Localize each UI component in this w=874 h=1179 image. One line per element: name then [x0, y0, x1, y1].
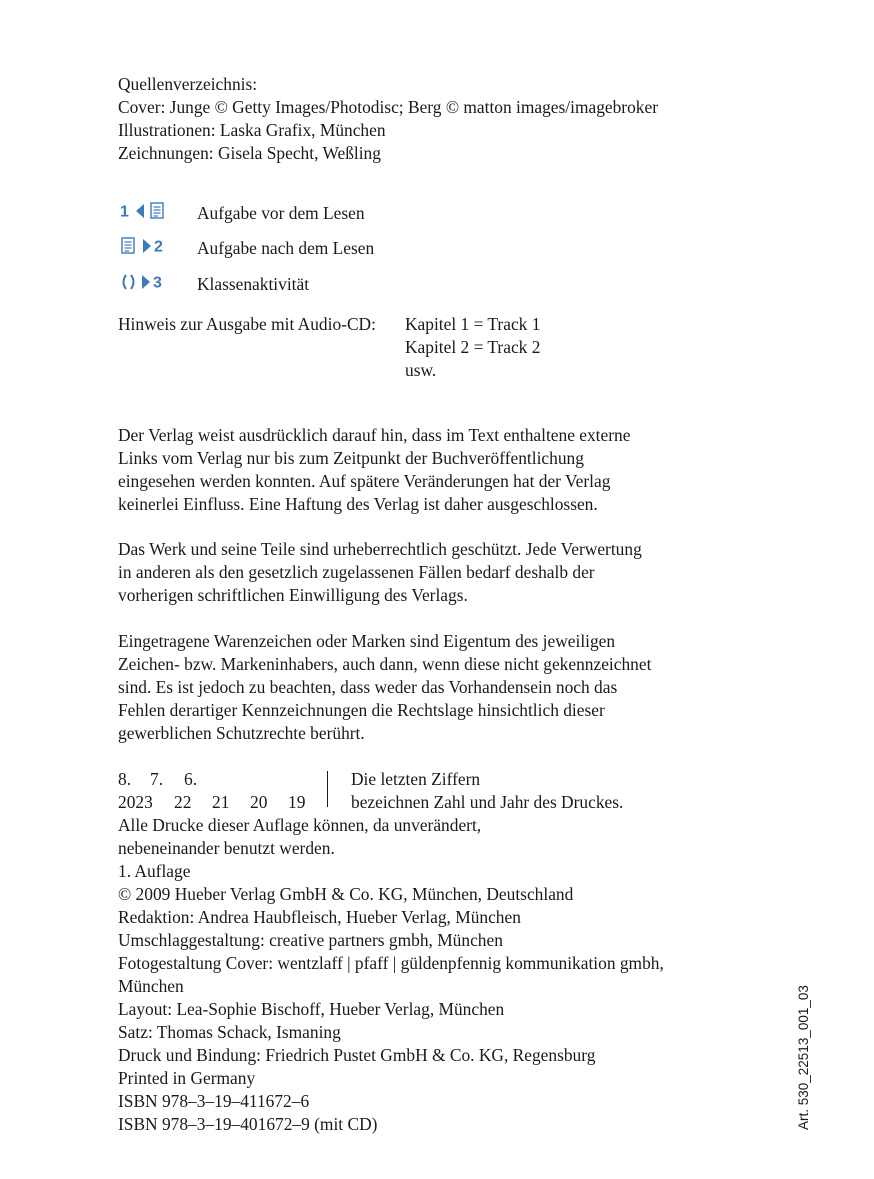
paragraph-line: in anderen als den gesetzlich zugelassenen Fällen bedarf deshalb der: [118, 562, 595, 582]
print-number: 7.: [150, 769, 164, 789]
paragraph-line: eingesehen werden konnten. Auf spätere Veränderungen hat der Verlag: [118, 471, 611, 491]
print-year: 22: [174, 792, 192, 812]
print-number: 6.: [184, 769, 198, 789]
copyright-paragraph: [118, 538, 642, 607]
print-year: 19: [288, 792, 306, 812]
audio-note-line: Kapitel 2 = Track 2: [405, 337, 541, 357]
imprint-line: nebeneinander benutzt werden.: [118, 838, 335, 858]
audio-note-line: usw.: [405, 360, 437, 380]
print-run-explanation: Die letzten Ziffern: [351, 769, 481, 789]
after-reading-task-icon: [120, 237, 176, 255]
print-number: 8.: [118, 769, 132, 789]
paragraph-line: Eingetragene Warenzeichen oder Marken sind Eigentum des jeweiligen: [118, 631, 616, 651]
print-year: 21: [212, 792, 230, 812]
paragraph-line: Zeichen- bzw. Markeninhabers, auch dann, wenn diese nicht gekennzeichnet: [118, 654, 652, 674]
imprint-line: Umschlaggestaltung: creative partners gmbh, München: [118, 930, 503, 950]
imprint-line: Redaktion: Andrea Haubfleisch, Hueber Verlag, München: [118, 907, 521, 927]
sources-line: Cover: Junge © Getty Images/Photodisc; Berg © matton images/imagebroker: [118, 97, 658, 117]
imprint-line: 1. Auflage: [118, 861, 191, 881]
sources-line: Zeichnungen: Gisela Specht, Weßling: [118, 143, 381, 163]
sources-heading: Quellenverzeichnis:: [118, 74, 258, 94]
imprint-line: Druck und Bindung: Friedrich Pustet GmbH & Co. KG, Regensburg: [118, 1045, 596, 1065]
print-run-explanation: bezeichnen Zahl und Jahr des Druckes.: [351, 792, 624, 812]
imprint-line: Printed in Germany: [118, 1068, 256, 1088]
sources-block: [118, 73, 658, 165]
trademark-paragraph: [118, 630, 651, 745]
imprint-line: Satz: Thomas Schack, Ismaning: [118, 1022, 341, 1042]
imprint-line: München: [118, 976, 184, 996]
legend-number: 3: [153, 274, 162, 291]
paragraph-line: Der Verlag weist ausdrücklich darauf hin, dass im Text enthaltene externe: [118, 425, 631, 445]
imprint-line: Fotogestaltung Cover: wentzlaff | pfaff | güldenpfennig kommunikation gmbh,: [118, 953, 664, 973]
legend-label: Aufgabe vor dem Lesen: [197, 203, 365, 223]
print-year: 2023: [118, 792, 153, 812]
audio-note-line: Kapitel 1 = Track 1: [405, 314, 541, 334]
audio-note-label: Hinweis zur Ausgabe mit Audio-CD:: [118, 314, 376, 334]
imprint-line: © 2009 Hueber Verlag GmbH & Co. KG, München, Deutschland: [118, 884, 574, 904]
legend-label: Klassenaktivität: [197, 274, 310, 294]
imprint-line: Layout: Lea-Sophie Bischoff, Hueber Verlag, München: [118, 999, 505, 1019]
legend-number: 1: [120, 203, 129, 220]
paragraph-line: Links vom Verlag nur bis zum Zeitpunkt der Buchveröffentlichung: [118, 448, 584, 468]
paragraph-line: keinerlei Einfluss. Eine Haftung des Verlag ist daher ausgeschlossen.: [118, 494, 598, 514]
legend-number: 2: [154, 238, 163, 255]
class-activity-icon: [120, 273, 176, 291]
isbn: ISBN 978–3–19–411672–6: [118, 1091, 310, 1111]
paragraph-line: Das Werk und seine Teile sind urheberrechtlich geschützt. Jede Verwertung: [118, 539, 642, 559]
paragraph-line: vorherigen schriftlichen Einwilligung des Verlags.: [118, 585, 468, 605]
imprint-line: Alle Drucke dieser Auflage können, da unverändert,: [118, 815, 482, 835]
paragraph-line: sind. Es ist jedoch zu beachten, dass weder das Vorhandensein noch das: [118, 677, 618, 697]
legend-label: Aufgabe nach dem Lesen: [197, 238, 375, 258]
article-number: Art. 530_22513_001_03: [796, 985, 811, 1130]
sources-line: Illustrationen: Laska Grafix, München: [118, 120, 386, 140]
disclaimer-links-paragraph: [118, 424, 630, 516]
print-year: 20: [250, 792, 268, 812]
paragraph-line: Fehlen derartiger Kennzeichnungen die Rechtslage hinsichtlich dieser: [118, 700, 605, 720]
imprint: [118, 814, 664, 1136]
paragraph-line: gewerblichen Schutzrechte berührt.: [118, 723, 365, 743]
isbn-with-cd: ISBN 978–3–19–401672–9 (mit CD): [118, 1114, 378, 1134]
before-reading-task-icon: [120, 202, 176, 220]
print-run-divider: [327, 771, 328, 807]
